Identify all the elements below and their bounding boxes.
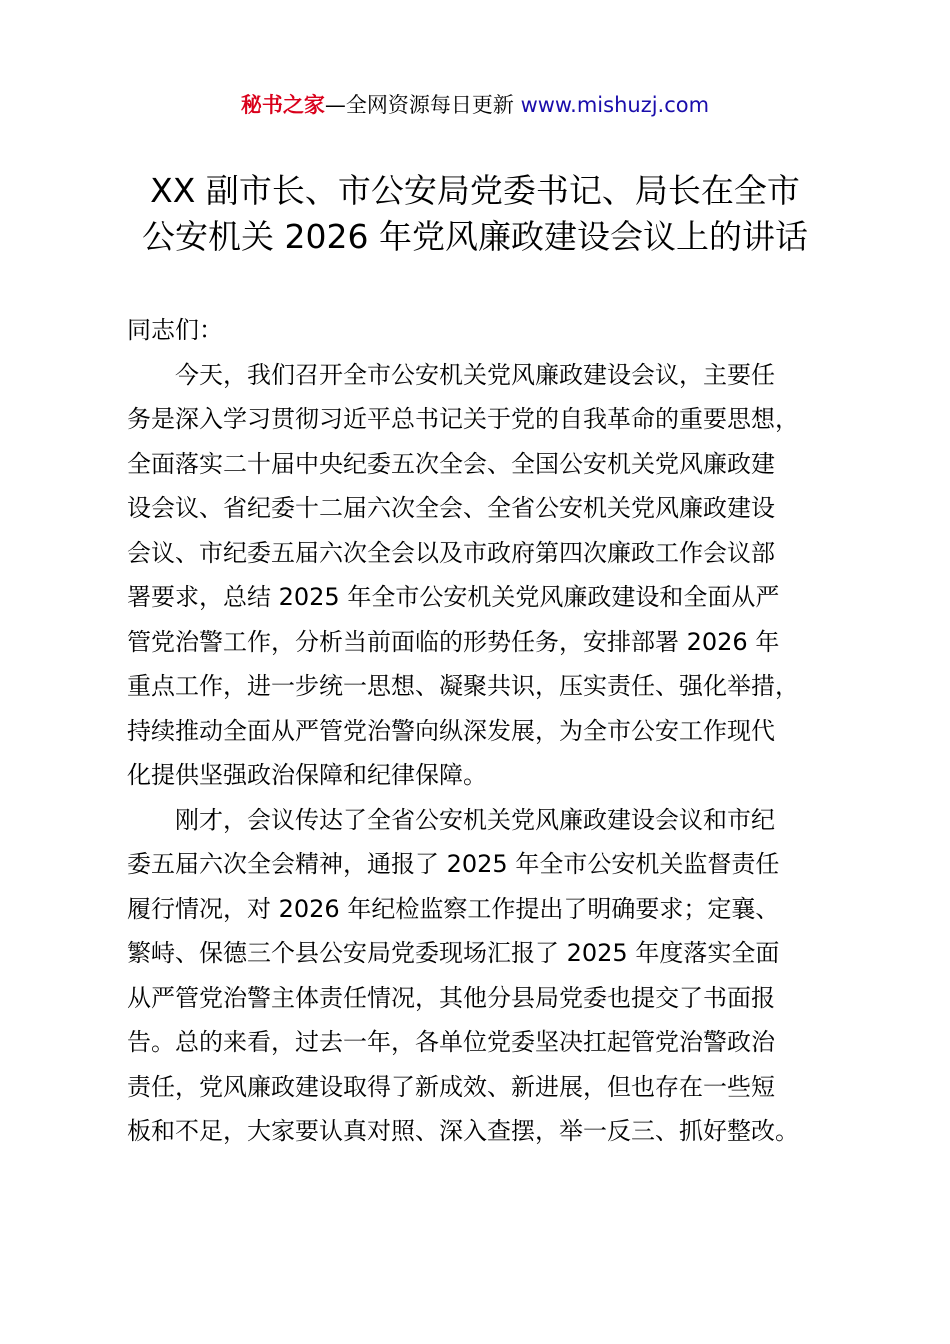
paragraph-line: 责任，党风廉政建设取得了新成效、新进展，但也存在一些短 bbox=[127, 1072, 775, 1101]
paragraph-line: 会议、市纪委五届六次全会以及市政府第四次廉政工作会议部 bbox=[127, 538, 775, 567]
paragraph-line: 持续推动全面从严管党治警向纵深发展，为全市公安工作现代 bbox=[127, 716, 775, 745]
paragraph-line: 重点工作，进一步统一思想、凝聚共识，压实责任、强化举措， bbox=[127, 672, 799, 700]
title-line-1: XX 副市长、市公安局党委书记、局长在全市 bbox=[150, 171, 800, 210]
title-line-2: 公安机关 2026 年党风廉政建设会议上的讲话 bbox=[142, 217, 808, 256]
paragraph-1 bbox=[127, 353, 855, 798]
paragraph-line: 管党治警工作，分析当前面临的形势任务，安排部署 2026 年 bbox=[127, 627, 780, 656]
brand-name: 秘书之家 bbox=[240, 93, 325, 117]
paragraph-line: 告。总的来看，过去一年，各单位党委坚决扛起管党治警政治 bbox=[127, 1028, 775, 1056]
paragraph-line: 委五届六次全会精神，通报了 2025 年全市公安机关监督责任 bbox=[127, 850, 780, 878]
paragraph-line: 设会议、省纪委十二届六次全会、全省公安机关党风廉政建设 bbox=[127, 494, 775, 522]
paragraph-line: 今天，我们召开全市公安机关党风廉政建设会议，主要任 bbox=[127, 360, 775, 389]
paragraph-line: 化提供坚强政治保障和纪律保障。 bbox=[127, 761, 487, 789]
tagline: —全网资源每日更新 bbox=[324, 93, 521, 117]
site-url-link[interactable]: www.mishuzj.com bbox=[520, 93, 710, 117]
paragraph-line: 务是深入学习贯彻习近平总书记关于党的自我革命的重要思想， bbox=[127, 405, 799, 433]
document-title bbox=[40, 168, 910, 260]
paragraph-line: 繁峙、保德三个县公安局党委现场汇报了 2025 年度落实全面 bbox=[127, 939, 780, 967]
paragraph-line: 从严管党治警主体责任情况，其他分县局党委也提交了书面报 bbox=[127, 983, 775, 1012]
paragraph-2 bbox=[127, 798, 855, 1154]
paragraph-line: 板和不足，大家要认真对照、深入查摆，举一反三、抓好整改。 bbox=[127, 1117, 799, 1145]
salutation: 同志们： bbox=[127, 316, 223, 344]
paragraph-line: 署要求，总结 2025 年全市公安机关党风廉政建设和全面从严 bbox=[127, 583, 780, 611]
paragraph-line: 履行情况，对 2026 年纪检监察工作提出了明确要求；定襄、 bbox=[127, 894, 780, 923]
document-body bbox=[127, 308, 855, 1154]
header-banner bbox=[0, 88, 950, 122]
paragraph-line: 全面落实二十届中央纪委五次全会、全国公安机关党风廉政建 bbox=[127, 449, 775, 478]
paragraph-line: 刚才，会议传达了全省公安机关党风廉政建设会议和市纪 bbox=[127, 805, 775, 834]
